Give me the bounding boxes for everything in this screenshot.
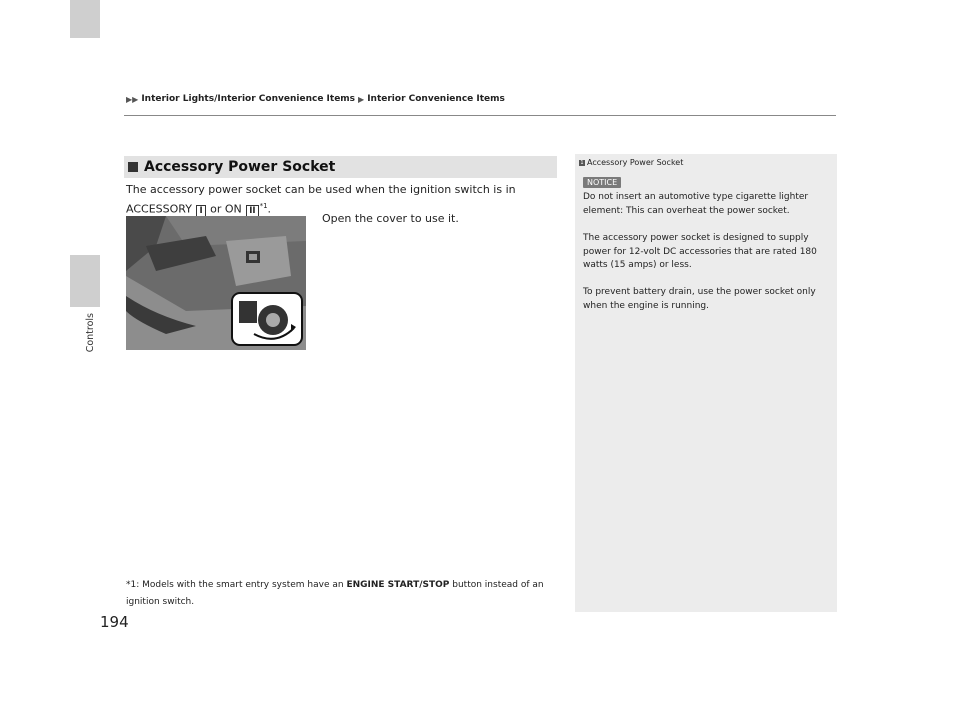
body-text-end: . [267, 202, 272, 216]
side-heading-marker: 1 [580, 159, 584, 166]
key-on: II [246, 205, 258, 217]
footnote-ref[interactable]: *1 [259, 202, 268, 210]
header-divider [124, 115, 836, 116]
side-paragraph-2: The accessory power socket is designed to supply power for 12-volt DC accessories that are rated 180 watts (15 amps) or less. [583, 233, 817, 270]
body-text-or: or ON [210, 202, 242, 216]
section-square-icon [128, 162, 138, 172]
breadcrumb [126, 94, 505, 104]
footnote [126, 577, 558, 611]
sidebar-label: Controls [85, 313, 96, 353]
breadcrumb-arrow-icon: ▶ [358, 94, 365, 104]
sidebar-tab-controls [70, 255, 100, 307]
accessory-socket-illustration [126, 216, 306, 350]
socket-illustration-svg [126, 216, 306, 350]
side-heading [579, 158, 683, 167]
sidebar-tab-top [70, 0, 100, 38]
breadcrumb-arrow-icon: ▶▶ [126, 94, 139, 104]
figure-caption: Open the cover to use it. [322, 212, 459, 225]
footnote-prefix: *1: Models with the smart entry system have an [126, 580, 344, 590]
page-number: 194 [100, 613, 129, 631]
key-accessory: I [196, 205, 205, 217]
section-title: Accessory Power Socket [144, 159, 336, 175]
footnote-suffix: button instead of an ignition switch. [126, 580, 544, 607]
footnote-bold: ENGINE START/STOP [346, 580, 450, 590]
breadcrumb-link-2[interactable]: Interior Convenience Items [367, 94, 505, 104]
side-paragraph-3: To prevent battery drain, use the power socket only when the engine is running. [583, 287, 816, 311]
breadcrumb-link-1[interactable]: Interior Lights/Interior Convenience Items [141, 94, 356, 104]
side-heading-text: Accessory Power Socket [587, 158, 684, 167]
side-paragraph-1: Do not insert an automotive type cigarette lighter element: This can overheat the power socket. [583, 192, 809, 216]
section-header [124, 156, 557, 178]
notice-badge: NOTICE [583, 177, 621, 188]
side-panel [575, 154, 837, 612]
body-text-1: The accessory power socket can be used when the ignition switch is in ACCESSORY [126, 183, 516, 216]
